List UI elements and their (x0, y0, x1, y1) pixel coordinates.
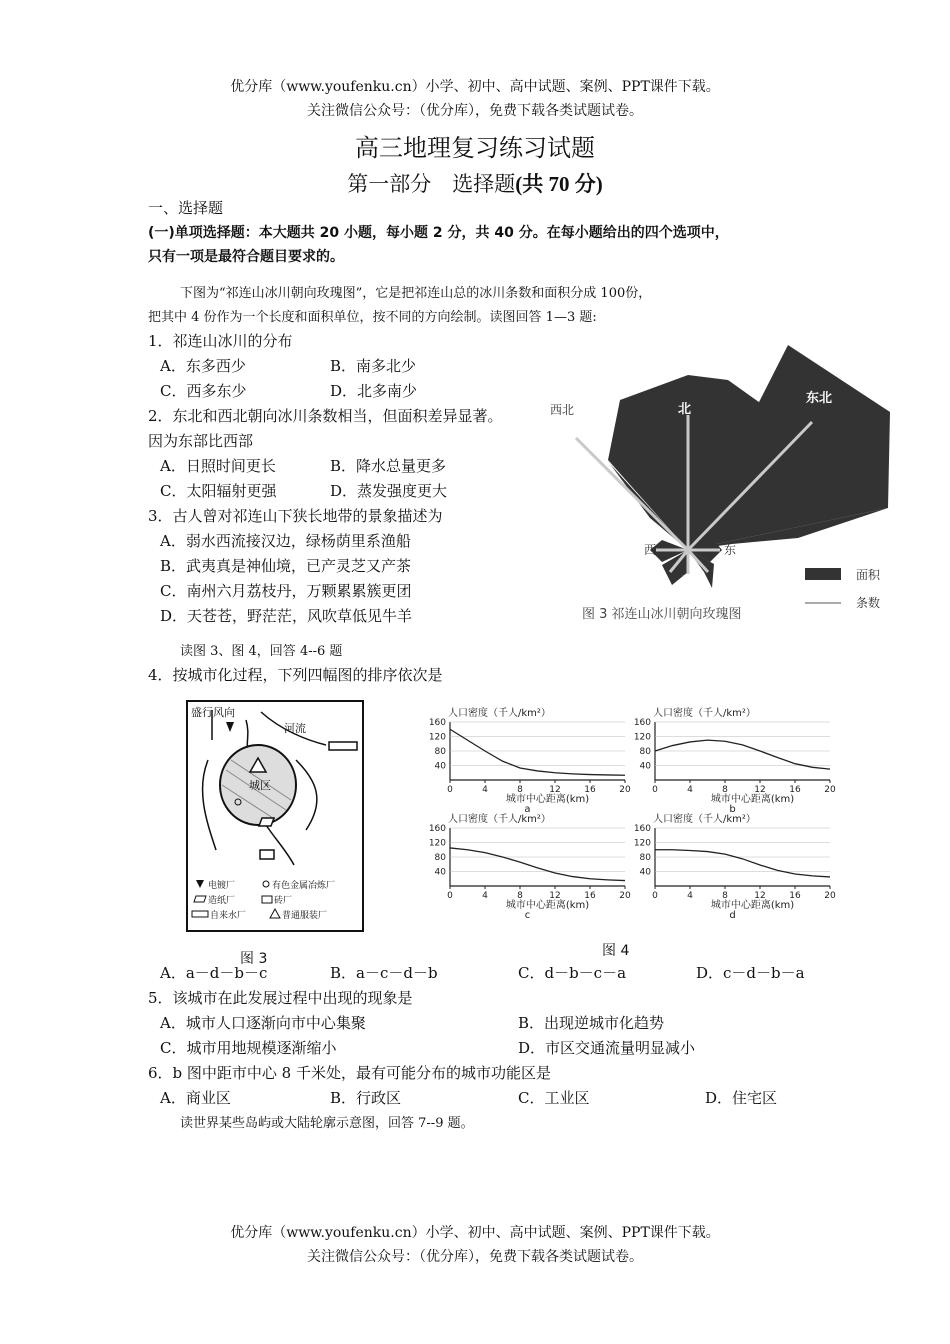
q3-option-b: B．武夷真是神仙境，已产灵芝又产茶 (160, 557, 412, 575)
q4-option-b: B．a－c－d－b (330, 964, 438, 982)
y-tick-label: 80 (434, 747, 446, 757)
x-axis-label: 城市中心距离(km) (505, 900, 590, 911)
x-tick-label: 20 (824, 785, 836, 795)
y-tick-label: 120 (428, 732, 446, 743)
legend-area-label: 面积 (856, 568, 881, 582)
part-heading (0, 168, 950, 198)
q6-option-b: B．行政区 (330, 1089, 402, 1107)
legend-electroplating: 电镀厂 (208, 881, 236, 891)
y-tick-label: 120 (633, 838, 651, 849)
q2-option-d: D．蒸发强度更大 (330, 482, 448, 500)
density-curve-c (450, 848, 625, 881)
y-axis-label: 人口密度（千人/km²） (653, 814, 756, 825)
x-tick-label: 8 (722, 891, 728, 901)
x-tick-label: 0 (447, 891, 453, 901)
y-axis-label: 人口密度（千人/km²） (448, 708, 551, 719)
x-axis-label: 城市中心距离(km) (710, 794, 795, 805)
x-tick-label: 16 (789, 785, 801, 795)
q2-option-a: A．日照时间更长 (160, 457, 276, 475)
y-tick-label: 80 (434, 853, 446, 863)
y-tick-label: 40 (639, 761, 651, 772)
q5-stem: 5．该城市在此发展过程中出现的现象是 (148, 989, 413, 1007)
density-curve-b (655, 740, 830, 769)
header-line-2: 关注微信公众号：（优分库），免费下载各类试题试卷。 (307, 103, 643, 119)
q1-stem: 1．祁连山冰川的分布 (148, 332, 293, 350)
chart-b (634, 706, 836, 815)
q5-option-c: C．城市用地规模逐渐缩小 (160, 1039, 337, 1057)
fig4-caption: 图 4 (602, 943, 630, 959)
glacier-rose-diagram (550, 340, 900, 630)
fig3-caption: 图 3 (240, 951, 268, 967)
q3-option-d: D．天苍苍，野茫茫，风吹草低见牛羊 (160, 607, 413, 625)
q3-option-c: C．南州六月荔枝丹，万颗累累簇更团 (160, 582, 412, 600)
y-tick-label: 120 (633, 732, 651, 743)
q6-stem: 6．b 图中距市中心 8 千米处，最有可能分布的城市功能区是 (148, 1064, 551, 1082)
y-tick-label: 80 (639, 853, 651, 863)
q2-stem-2: 因为东部比西部 (148, 432, 254, 450)
rose-label-east: 东 (724, 543, 737, 557)
x-tick-label: 4 (482, 785, 488, 795)
q5-option-b: B．出现逆城市化趋势 (518, 1014, 665, 1032)
q5-option-a: A．城市人口逐渐向市中心集聚 (160, 1014, 366, 1032)
y-axis-label: 人口密度（千人/km²） (653, 708, 756, 719)
x-tick-label: 12 (549, 891, 561, 901)
q6-option-a: A．商业区 (160, 1089, 231, 1107)
q2-option-b: B．降水总量更多 (330, 457, 447, 475)
y-tick-label: 40 (434, 761, 446, 772)
x-tick-label: 4 (687, 891, 693, 901)
chart-title: d (729, 910, 736, 921)
x-axis-label: 城市中心距离(km) (710, 900, 795, 911)
x-tick-label: 16 (584, 785, 596, 795)
y-tick-label: 120 (428, 838, 446, 849)
y-axis-label: 人口密度（千人/km²） (448, 814, 551, 825)
rose-label-south: 南 (682, 573, 695, 587)
intro-line-1: 下图为“祁连山冰川朝向玫瑰图”，它是把祁连山总的冰川条数和面积分成 100份， (180, 286, 652, 301)
page-title: 高三地理复习练习试题 (355, 134, 595, 162)
rose-label-west: 西 (644, 543, 657, 557)
rose-label-northwest: 西北 (550, 403, 575, 417)
y-tick-label: 80 (639, 747, 651, 757)
q4-stem: 4．按城市化过程，下列四幅图的排序依次是 (148, 666, 443, 684)
chart-title: c (524, 910, 531, 921)
legend-brick-factory: 砖厂 (274, 896, 293, 906)
brick-factory-icon (260, 850, 274, 859)
x-tick-label: 20 (824, 891, 836, 901)
q1-option-b: B．南多北少 (330, 357, 417, 375)
part-score: (共 70 分) (515, 172, 603, 196)
q4-option-d: D．c－d－b－a (696, 964, 805, 982)
x-tick-label: 0 (652, 785, 658, 795)
header-line-1: 优分库（www.youfenku.cn）小学、初中、高中试题、案例、PPT课件下载。 (230, 79, 720, 95)
x-tick-label: 12 (754, 785, 766, 795)
q3-option-a: A．弱水西流接汉边，绿杨荫里系渔船 (160, 532, 411, 550)
x-tick-label: 20 (619, 785, 631, 795)
wind-direction-label: 盛行风向 (191, 706, 235, 719)
rose-caption: 图 3 祁连山冰川朝向玫瑰图 (582, 607, 742, 622)
population-density-charts (410, 700, 850, 925)
q2-option-c: C．太阳辐射更强 (160, 482, 277, 500)
chart-c (429, 812, 631, 921)
city-map-figure (186, 700, 366, 935)
q4-option-c: C．d－b－c－a (518, 964, 627, 982)
x-tick-label: 8 (517, 785, 523, 795)
footer-line-2: 关注微信公众号：（优分库），免费下载各类试题试卷。 (307, 1249, 643, 1265)
rose-label-north: 北 (678, 402, 692, 417)
y-tick-label: 160 (428, 718, 446, 728)
section-heading: 一、选择题 (148, 199, 224, 217)
legend-paper-mill: 造纸厂 (208, 896, 236, 906)
part-prefix: 第一部分 选择题 (347, 172, 516, 196)
y-tick-label: 40 (639, 867, 651, 878)
paper-mill-icon (259, 818, 274, 826)
intro-line-2: 把其中 4 份作为一个长度和面积单位，按不同的方向绘制。读图回答 1—3 题: (148, 310, 597, 325)
rose-label-northeast: 东北 (806, 391, 833, 406)
y-tick-label: 160 (428, 824, 446, 834)
legend-area-swatch (805, 568, 841, 580)
x-axis-label: 城市中心距离(km) (505, 794, 590, 805)
chart-title: b (729, 804, 736, 815)
read-34: 读图 3、图 4，回答 4--6 题 (180, 644, 343, 659)
legend-clothing-factory: 普通服装厂 (282, 911, 328, 921)
y-tick-label: 160 (633, 824, 651, 834)
chart-title: a (524, 804, 531, 815)
legend-count-label: 条数 (856, 596, 881, 610)
legend-waterworks: 自来水厂 (210, 911, 247, 921)
x-tick-label: 8 (517, 891, 523, 901)
q3-stem: 3．古人曾对祁连山下狭长地带的景象描述为 (148, 507, 443, 525)
x-tick-label: 4 (482, 891, 488, 901)
y-tick-label: 40 (434, 867, 446, 878)
x-tick-label: 4 (687, 785, 693, 795)
instruction-line-2: 只有一项是最符合题目要求的。 (148, 249, 344, 265)
chart-a (429, 706, 631, 815)
read-79: 读世界某些岛屿或大陆轮廓示意图，回答 7--9 题。 (180, 1116, 474, 1131)
x-tick-label: 16 (789, 891, 801, 901)
y-tick-label: 160 (633, 718, 651, 728)
x-tick-label: 0 (652, 891, 658, 901)
chart-d (634, 812, 836, 921)
river-label: 河流 (284, 722, 306, 735)
density-curve-a (450, 729, 625, 775)
x-tick-label: 12 (754, 891, 766, 901)
q1-option-d: D．北多南少 (330, 382, 418, 400)
q6-option-d: D．住宅区 (705, 1089, 778, 1107)
footer-line-1: 优分库（www.youfenku.cn）小学、初中、高中试题、案例、PPT课件下载。 (230, 1225, 720, 1241)
q1-option-a: A．东多西少 (160, 357, 246, 375)
density-curve-d (655, 850, 830, 877)
instruction-line-1: (一)单项选择题：本大题共 20 小题，每小题 2 分，共 40 分。在每小题给出的四个选项中， (148, 225, 729, 241)
x-tick-label: 0 (447, 785, 453, 795)
legend-smelter: 有色金属冶炼厂 (272, 881, 336, 891)
x-tick-label: 8 (722, 785, 728, 795)
q1-option-c: C．西多东少 (160, 382, 247, 400)
q6-option-c: C．工业区 (518, 1089, 590, 1107)
city-label: 城区 (249, 779, 271, 792)
x-tick-label: 12 (549, 785, 561, 795)
q5-option-d: D．市区交通流量明显减小 (518, 1039, 696, 1057)
q2-stem: 2．东北和西北朝向冰川条数相当，但面积差异显著。 (148, 407, 503, 425)
q4-option-a: A．a－d－b－c (160, 964, 268, 982)
x-tick-label: 20 (619, 891, 631, 901)
x-tick-label: 16 (584, 891, 596, 901)
